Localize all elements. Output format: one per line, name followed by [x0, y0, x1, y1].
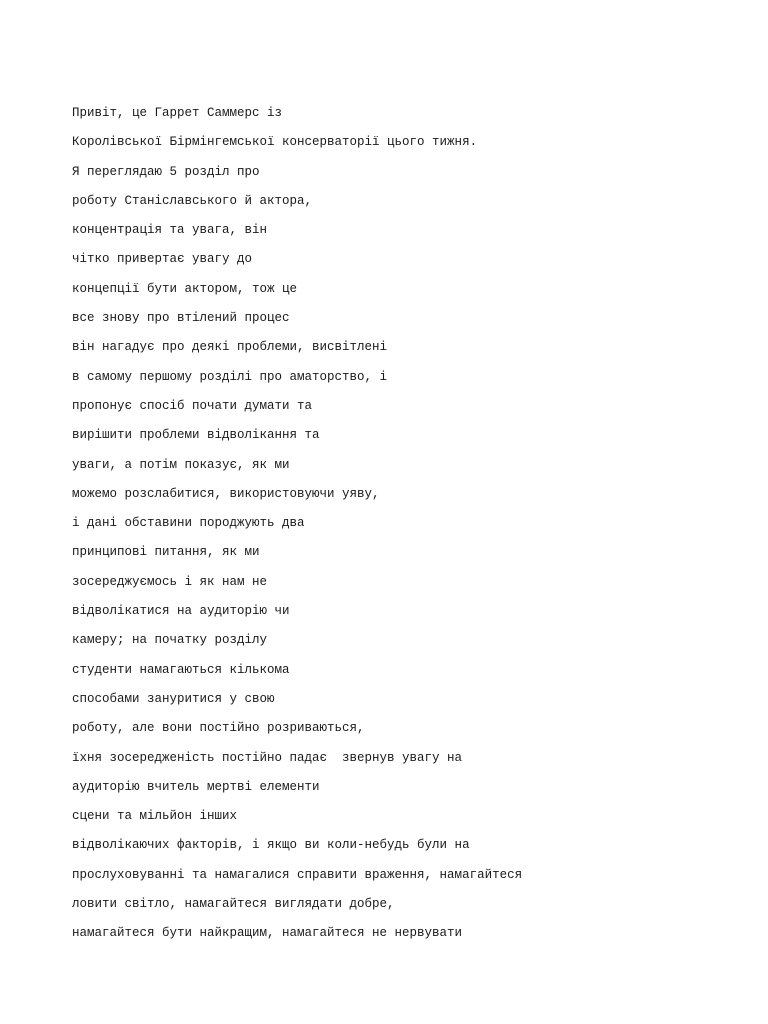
text-line: сцени та мільйон інших — [72, 809, 238, 824]
text-line: роботу, але вони постійно розриваються, — [72, 721, 365, 736]
text-line: відволікатися на аудиторію чи — [72, 604, 290, 619]
text-line: пропонує спосіб почати думати та — [72, 398, 313, 413]
text-line: концентрація та увага, він — [72, 223, 268, 238]
transcript-text — [72, 99, 752, 949]
text-line: Я переглядаю 5 розділ про — [72, 164, 260, 179]
text-line: він нагадує про деякі проблеми, висвітлені — [72, 340, 388, 355]
text-line: в самому першому розділі про аматорство, і — [72, 369, 388, 384]
text-line: все знову про втілений процес — [72, 311, 290, 326]
text-line: студенти намагаються кількома — [72, 662, 290, 677]
text-line: їхня зосередженість постійно падає звернув увагу на — [72, 750, 463, 765]
text-line: принципові питання, як ми — [72, 545, 260, 560]
text-line: камеру; на початку розділу — [72, 633, 268, 648]
text-line: роботу Станіславського й актора, — [72, 193, 313, 208]
text-line: Привіт, це Гаррет Саммерс із — [72, 106, 283, 120]
text-line: прослуховуванні та намагалися справити враження, намагайтеся — [72, 867, 523, 882]
text-line: чітко привертає увагу до — [72, 252, 253, 267]
text-line: ловити світло, намагайтеся виглядати добре, — [72, 897, 395, 912]
text-line: способами зануритися у свою — [72, 691, 275, 706]
text-line: уваги, а потім показує, як ми — [72, 457, 290, 472]
text-line: вирішити проблеми відволікання та — [72, 428, 320, 443]
text-line: концепції бути актором, тож це — [72, 281, 298, 296]
text-line: аудиторію вчитель мертві елементи — [72, 779, 320, 794]
text-line: намагайтеся бути найкращим, намагайтеся не нервувати — [72, 926, 463, 941]
text-line: і дані обставини породжують два — [72, 516, 305, 531]
text-line: Королівської Бірмінгемської консерваторії цього тижня. — [72, 135, 478, 150]
text-line: відволікаючих факторів, і якщо ви коли-небудь були на — [72, 838, 470, 853]
text-line: можемо розслабитися, використовуючи уяву, — [72, 486, 380, 501]
text-line: зосереджуємось і як нам не — [72, 574, 268, 589]
